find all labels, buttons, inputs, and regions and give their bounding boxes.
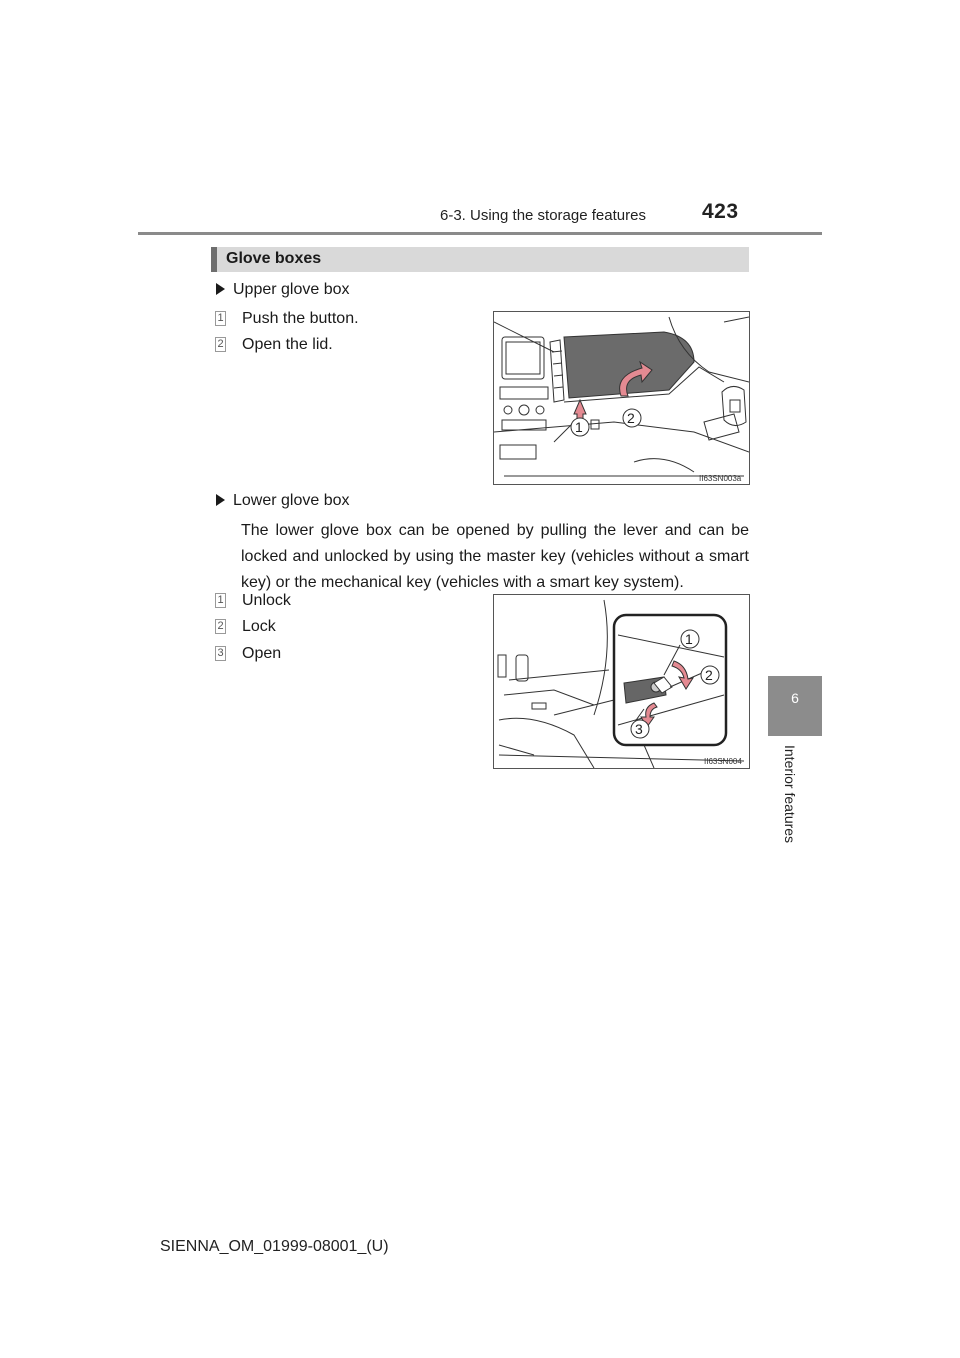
step-number-badge: 1	[215, 593, 226, 608]
step-number-badge: 2	[215, 337, 226, 352]
lower-callout-2: 2	[705, 667, 713, 683]
lower-glove-box-figure	[493, 594, 750, 769]
step-number-badge: 3	[215, 646, 226, 661]
lower-step-3-text: Open	[242, 645, 282, 662]
upper-callout-1: 1	[575, 419, 583, 435]
section-heading	[211, 247, 749, 272]
upper-glove-box-figure	[493, 311, 750, 485]
lower-glove-box-bullet	[216, 492, 350, 510]
triangle-bullet-icon	[216, 283, 225, 295]
step-number-badge: 2	[215, 619, 226, 634]
step-number-badge: 1	[215, 311, 226, 326]
lower-step-2-text: Lock	[242, 618, 276, 635]
chapter-tab-label: Interior features	[782, 745, 798, 844]
footer-doc-id: SIENNA_OM_01999-08001_(U)	[160, 1238, 389, 1255]
chapter-tab-number: 6	[791, 690, 799, 706]
lower-step-1-text: Unlock	[242, 592, 291, 609]
lower-callout-1: 1	[685, 631, 693, 647]
header-section-title: 6-3. Using the storage features	[440, 207, 646, 224]
upper-step-1-text: Push the button.	[242, 310, 359, 327]
lower-glove-box-label: Lower glove box	[233, 492, 350, 509]
upper-glove-box-illustration	[494, 312, 749, 484]
upper-step-2-text: Open the lid.	[242, 336, 333, 353]
header-rule	[138, 232, 822, 235]
section-heading-text: Glove boxes	[226, 250, 322, 267]
upper-callout-2: 2	[627, 410, 635, 426]
lower-figure-code: II63SN004	[704, 757, 742, 766]
upper-figure-code: II63SN003a	[699, 474, 742, 483]
chapter-tab	[768, 676, 822, 736]
upper-glove-box-bullet	[216, 281, 350, 299]
upper-glove-box-label: Upper glove box	[233, 281, 350, 298]
lower-glove-box-description: The lower glove box can be opened by pulling the lever and can be locked and unlocked by using the master key (vehicles without a smart key) or the mechanical key (vehicles with a smart key system).	[241, 522, 749, 591]
triangle-bullet-icon	[216, 494, 225, 506]
lower-callout-3: 3	[635, 721, 643, 737]
lower-glove-box-illustration	[494, 595, 749, 768]
page-number: 423	[702, 200, 739, 223]
